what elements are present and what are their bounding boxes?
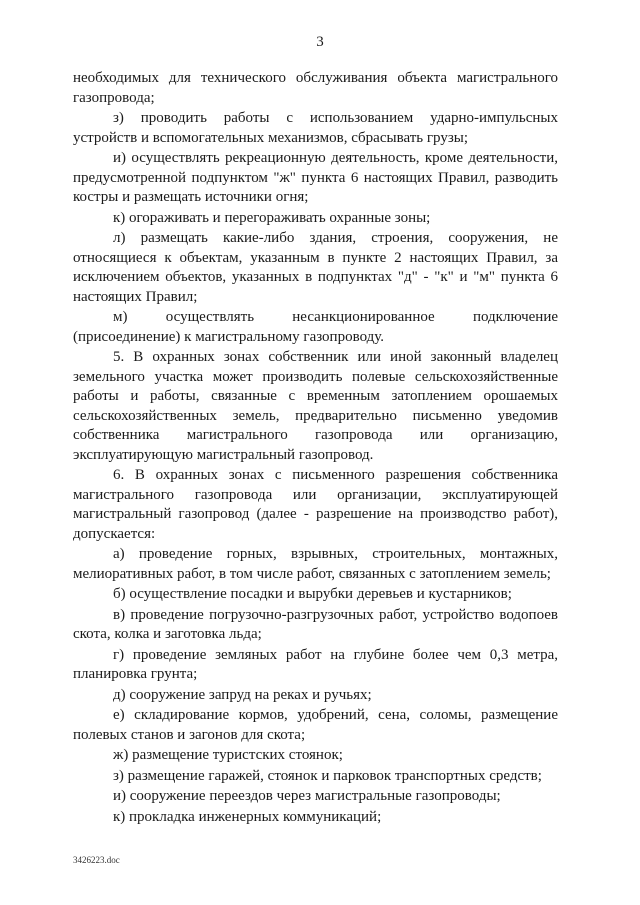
paragraph-item-d: д) сооружение запруд на реках и ручьях; [113, 686, 372, 703]
paragraph-item-m: м) осуществлять несанкционированное подключение (присоединение) к магистральному газопроводу. [73, 309, 558, 345]
paragraph-continuation: необходимых для технического обслуживания объекта магистрального газопровода; [73, 70, 558, 106]
paragraph-item-k: к) огораживать и перегораживать охранные зоны; [113, 209, 431, 226]
paragraph-item-b: б) осуществление посадки и вырубки деревьев и кустарников; [113, 586, 512, 602]
paragraph-item-i2: и) сооружение переездов через магистральные газопроводы; [113, 788, 501, 804]
paragraph-item-e: е) складирование кормов, удобрений, сена, соломы, размещение полевых станов и загонов для скота; [73, 707, 558, 743]
paragraph-item-z: з) проводить работы с использованием ударно-импульсных устройств и вспомогательных механизмов, сбрасывать грузы; [73, 110, 558, 146]
page-number: 3 [316, 34, 324, 50]
paragraph-item-i: и) осуществлять рекреационную деятельность, кроме деятельности, предусмотренной подпунктом "ж" пункта 6 настоящих Правил, разводить костры и размещать источники огня; [73, 150, 558, 205]
paragraph-item-z2: з) размещение гаражей, стоянок и парковок транспортных средств; [113, 767, 542, 784]
paragraph-clause-5: 5. В охранных зонах собственник или иной законный владелец земельного участка может производить полевые сельскохозяйственные работы и работы, связанные с временным затоплением орошаемых сельскохозяйственных земель, предварительно письменно уведомив собственника магистрального газопровода или организацию, эксплуатирующую магистральный газопровод. [73, 349, 558, 463]
paragraph-item-zh: ж) размещение туристских стоянок; [113, 747, 343, 763]
paragraph-item-g: г) проведение земляных работ на глубине более чем 0,3 метра, планировка грунта; [73, 646, 558, 682]
paragraph-item-k2: к) прокладка инженерных коммуникаций; [113, 808, 382, 825]
document-body [73, 69, 558, 827]
file-name-footer: 3426223.doc [73, 855, 120, 865]
paragraph-item-a: а) проведение горных, взрывных, строительных, монтажных, мелиоративных работ, в том числе работ, связанных с затоплением земель; [73, 546, 558, 582]
paragraph-item-l: л) размещать какие-либо здания, строения, сооружения, не относящиеся к объектам, указанным в пункте 2 настоящих Правил, за исключением объектов, указанных в подпунктах "д" - "к" и "м" пункта 6 настоящих Правил; [73, 230, 558, 305]
paragraph-item-v: в) проведение погрузочно-разгрузочных работ, устройство водопоев скота, колка и заготовка льда; [73, 606, 558, 642]
paragraph-clause-6: 6. В охранных зонах с письменного разрешения собственника магистрального газопровода или организации, эксплуатирующей магистральный газопровод (далее - разрешение на производство работ), допускается: [73, 467, 558, 542]
